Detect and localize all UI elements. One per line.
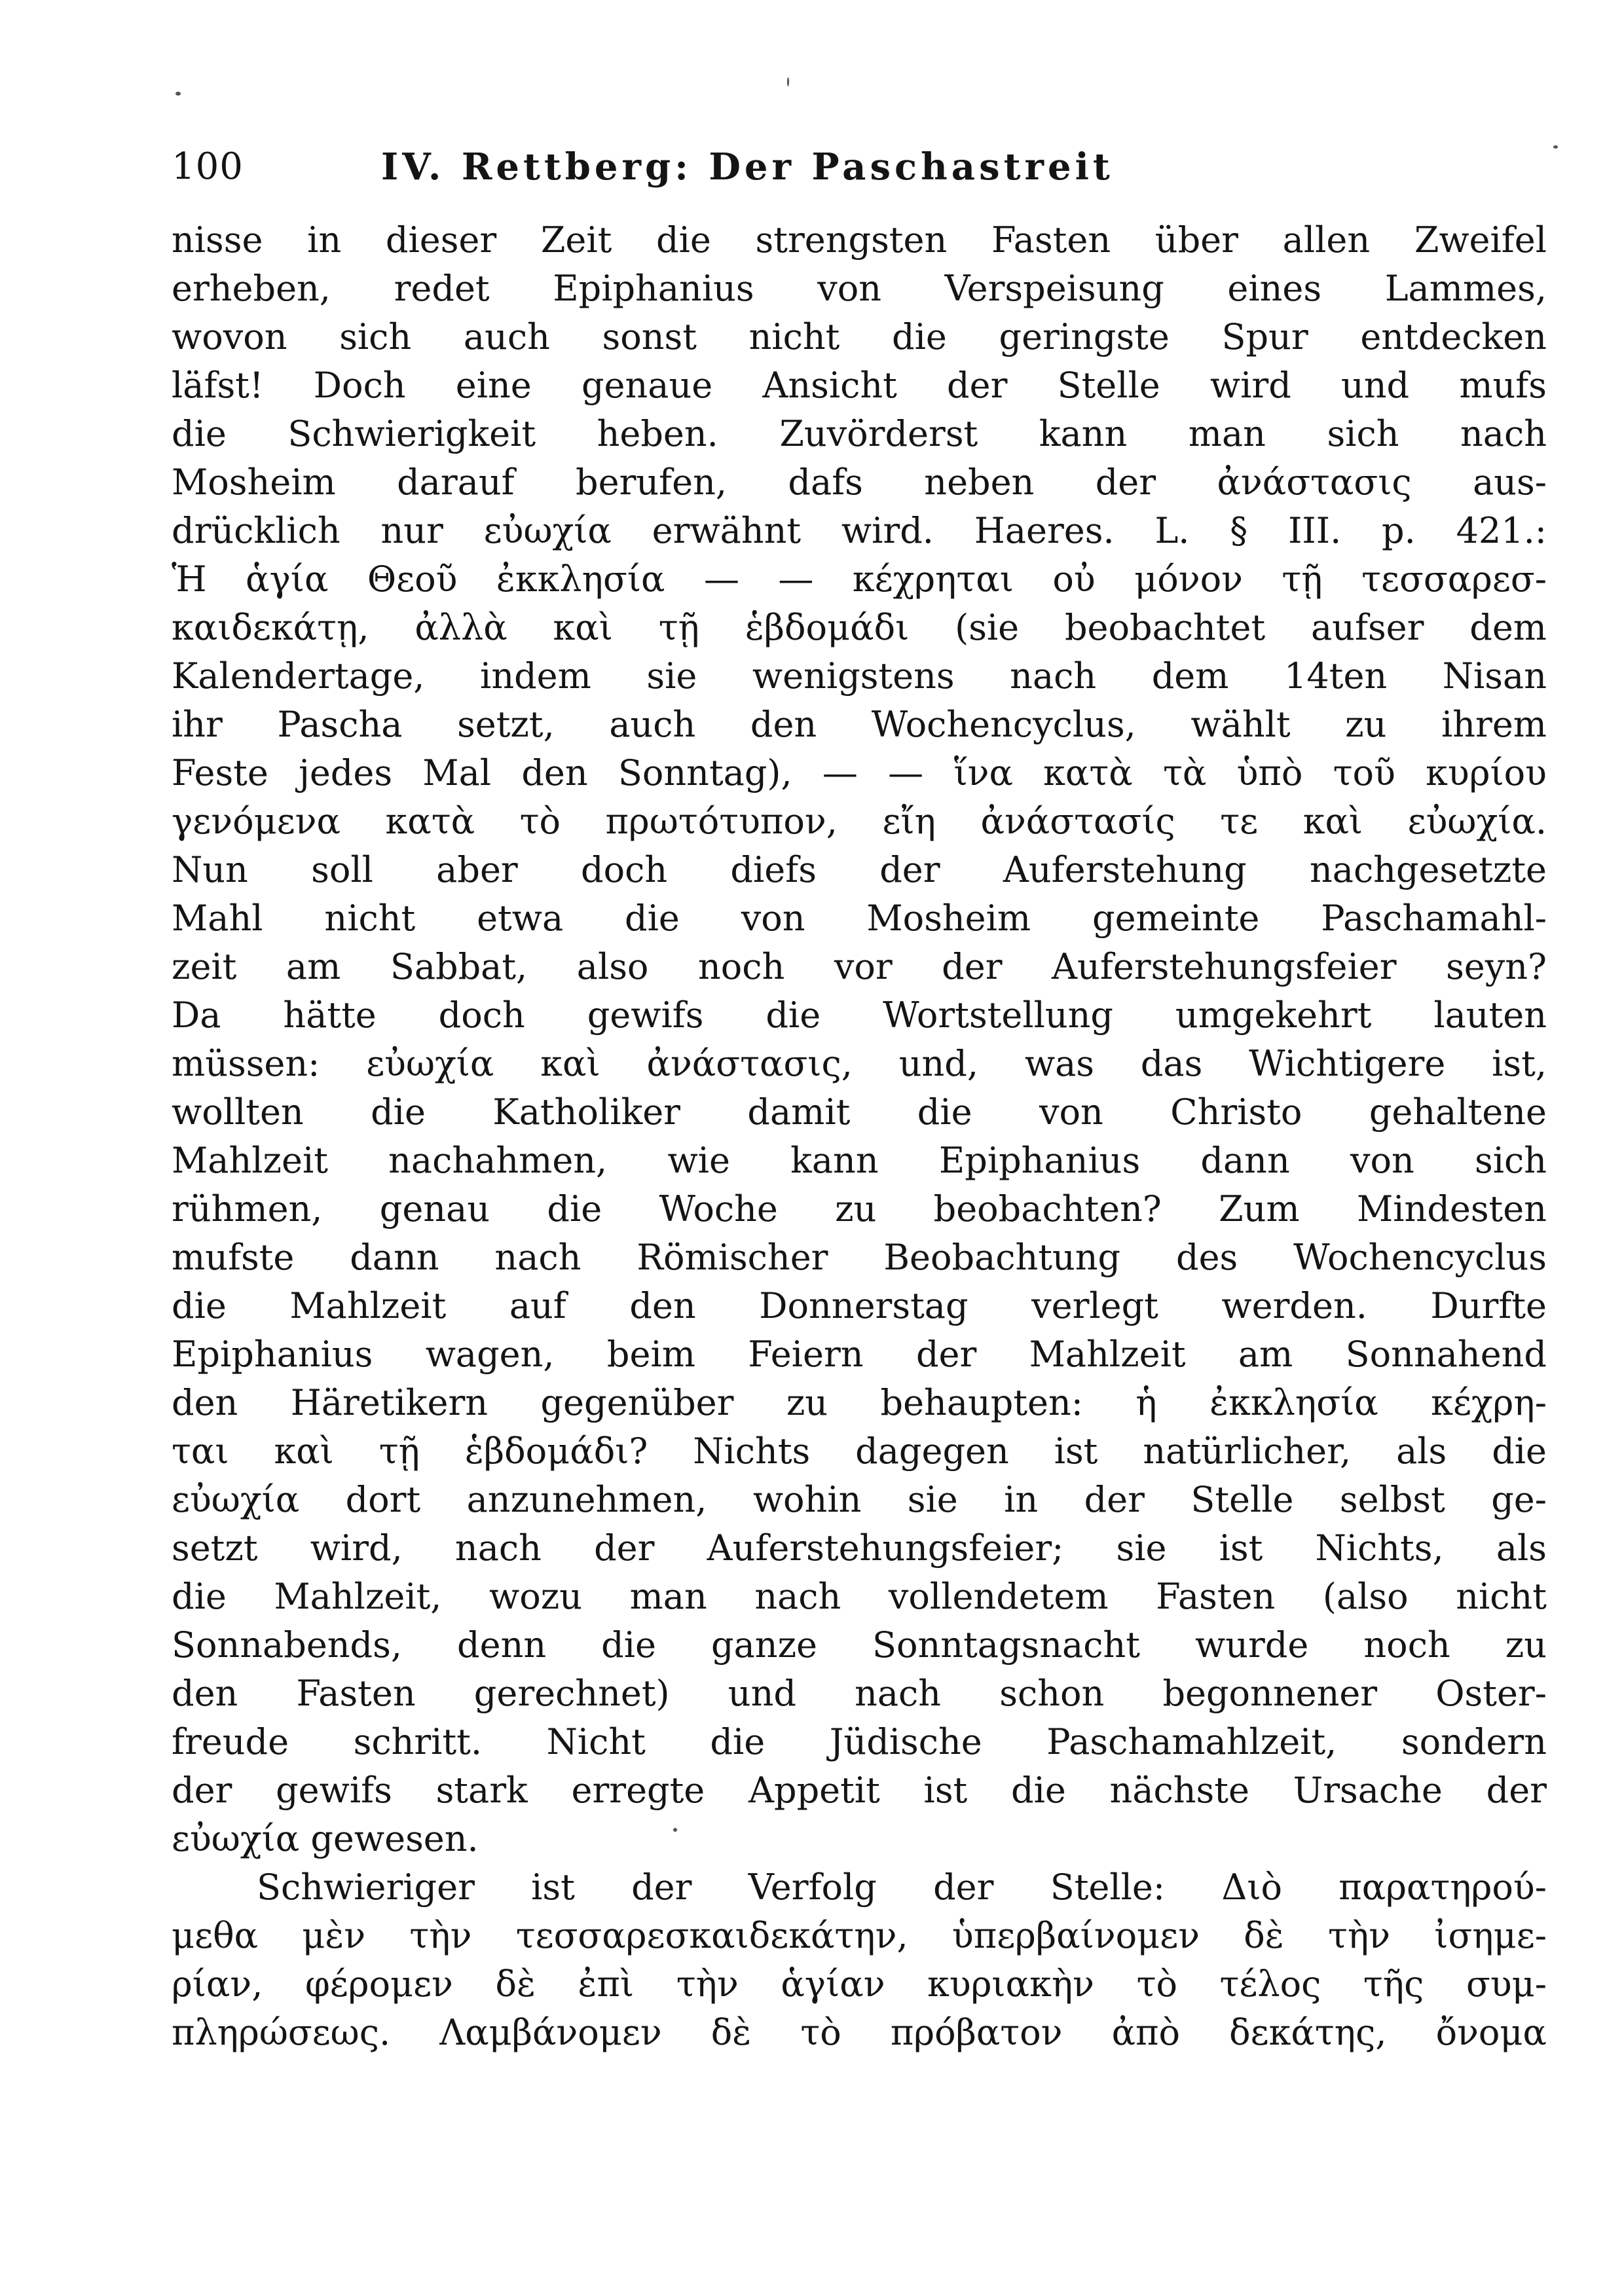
text-line: γενόμενα κατὰ τὸ πρωτότυπον, εἴη ἀνάστασίς τε καὶ εὐωχία. bbox=[172, 801, 1547, 842]
text-line: der gewifs stark erregte Appetit ist die nächste Ursache der bbox=[172, 1770, 1547, 1811]
text-line: den Fasten gerechnet) und nach schon begonnener Oster- bbox=[172, 1673, 1547, 1714]
text-line: μεθα μὲν τὴν τεσσαρεσκαιδεκάτην, ὑπερβαίνομεν δὲ τὴν ἰσημε- bbox=[172, 1915, 1547, 1956]
text-line: εὐωχία dort anzunehmen, wohin sie in der Stelle selbst ge- bbox=[172, 1479, 1547, 1520]
text-line: πληρώσεως. Λαμβάνομεν δὲ τὸ πρόβατον ἀπὸ δεκάτης, ὄνομα bbox=[172, 2012, 1547, 2053]
text-line: müssen: εὐωχία καὶ ἀνάστασις, und, was das Wichtigere ist, bbox=[172, 1043, 1547, 1084]
text-line: die Schwierigkeit heben. Zuvörderst kann man sich nach bbox=[172, 413, 1547, 454]
text-line: Ἡ ἁγία Θεοῦ ἐκκλησία — — κέχρηται οὐ μόνον τῇ τεσσαρεσ- bbox=[172, 558, 1547, 600]
print-speck bbox=[673, 1828, 677, 1832]
paragraph-start-line: Schwieriger ist der Verfolg der Stelle: Διὸ παρατηρού- bbox=[257, 1867, 1547, 1908]
text-line: Mahlzeit nachahmen, wie kann Epiphanius dann von sich bbox=[172, 1140, 1547, 1181]
text-line: die Mahlzeit, wozu man nach vollendetem Fasten (also nicht bbox=[172, 1576, 1547, 1617]
text-line: Sonnabends, denn die ganze Sonntagsnacht wurde noch zu bbox=[172, 1624, 1547, 1666]
text-line: rühmen, genau die Woche zu beobachten? Zum Mindesten bbox=[172, 1188, 1547, 1230]
text-line: drücklich nur εὐωχία erwähnt wird. Haeres. L. § III. p. 421.: bbox=[172, 510, 1547, 551]
text-line: den Häretikern gegenüber zu behaupten: ἡ ἐκκλησία κέχρη- bbox=[172, 1382, 1547, 1423]
body-text bbox=[172, 216, 1547, 2057]
text-line: Kalendertage, indem sie wenigstens nach dem 14ten Nisan bbox=[172, 655, 1547, 697]
text-line: die Mahlzeit auf den Donnerstag verlegt werden. Durfte bbox=[172, 1285, 1547, 1326]
text-line: mufste dann nach Römischer Beobachtung des Wochencyclus bbox=[172, 1237, 1547, 1278]
text-line: setzt wird, nach der Auferstehungsfeier; sie ist Nichts, als bbox=[172, 1527, 1547, 1569]
text-line: ihr Pascha setzt, auch den Wochencyclus, wählt zu ihrem bbox=[172, 704, 1547, 745]
text-line: καιδεκάτῃ, ἀλλὰ καὶ τῇ ἑβδομάδι (sie beobachtet aufser dem bbox=[172, 607, 1547, 648]
text-line: wovon sich auch sonst nicht die geringste Spur entdecken bbox=[172, 316, 1547, 357]
text-line: Mahl nicht etwa die von Mosheim gemeinte Paschamahl- bbox=[172, 898, 1547, 939]
page-header bbox=[172, 137, 1324, 196]
running-head: IV. Rettberg: Der Paschastreit bbox=[381, 145, 1114, 189]
text-line: Nun soll aber doch diefs der Auferstehung nachgesetzte bbox=[172, 849, 1547, 890]
paragraph-end-line: εὐωχία gewesen. bbox=[172, 1818, 479, 1859]
text-line: freude schritt. Nicht die Jüdische Paschamahlzeit, sondern bbox=[172, 1721, 1547, 1762]
text-line: Epiphanius wagen, beim Feiern der Mahlzeit am Sonnahend bbox=[172, 1334, 1547, 1375]
text-line: nisse in dieser Zeit die strengsten Fasten über allen Zweifel bbox=[172, 219, 1547, 261]
text-line: wollten die Katholiker damit die von Christo gehaltene bbox=[172, 1091, 1547, 1133]
text-line: zeit am Sabbat, also noch vor der Auferstehungsfeier seyn? bbox=[172, 946, 1547, 987]
text-line: Feste jedes Mal den Sonntag), — — ἵνα κατὰ τὰ ὑπὸ τοῦ κυρίου bbox=[172, 752, 1547, 793]
text-line: läfst! Doch eine genaue Ansicht der Stelle wird und mufs bbox=[172, 365, 1547, 406]
print-speck bbox=[175, 92, 181, 96]
text-line: ται καὶ τῇ ἑβδομάδι? Nichts dagegen ist natürlicher, als die bbox=[172, 1430, 1547, 1472]
text-line: Da hätte doch gewifs die Wortstellung umgekehrt lauten bbox=[172, 994, 1547, 1036]
text-line: erheben, redet Epiphanius von Verspeisung eines Lammes, bbox=[172, 268, 1547, 309]
text-line: Mosheim darauf berufen, dafs neben der ἀνάστασις aus- bbox=[172, 462, 1547, 503]
print-speck bbox=[787, 77, 789, 86]
page-number: 100 bbox=[172, 145, 244, 188]
print-speck bbox=[1553, 145, 1558, 149]
text-line: ρίαν, φέρομεν δὲ ἐπὶ τὴν ἁγίαν κυριακὴν τὸ τέλος τῆς συμ- bbox=[172, 1963, 1547, 2005]
